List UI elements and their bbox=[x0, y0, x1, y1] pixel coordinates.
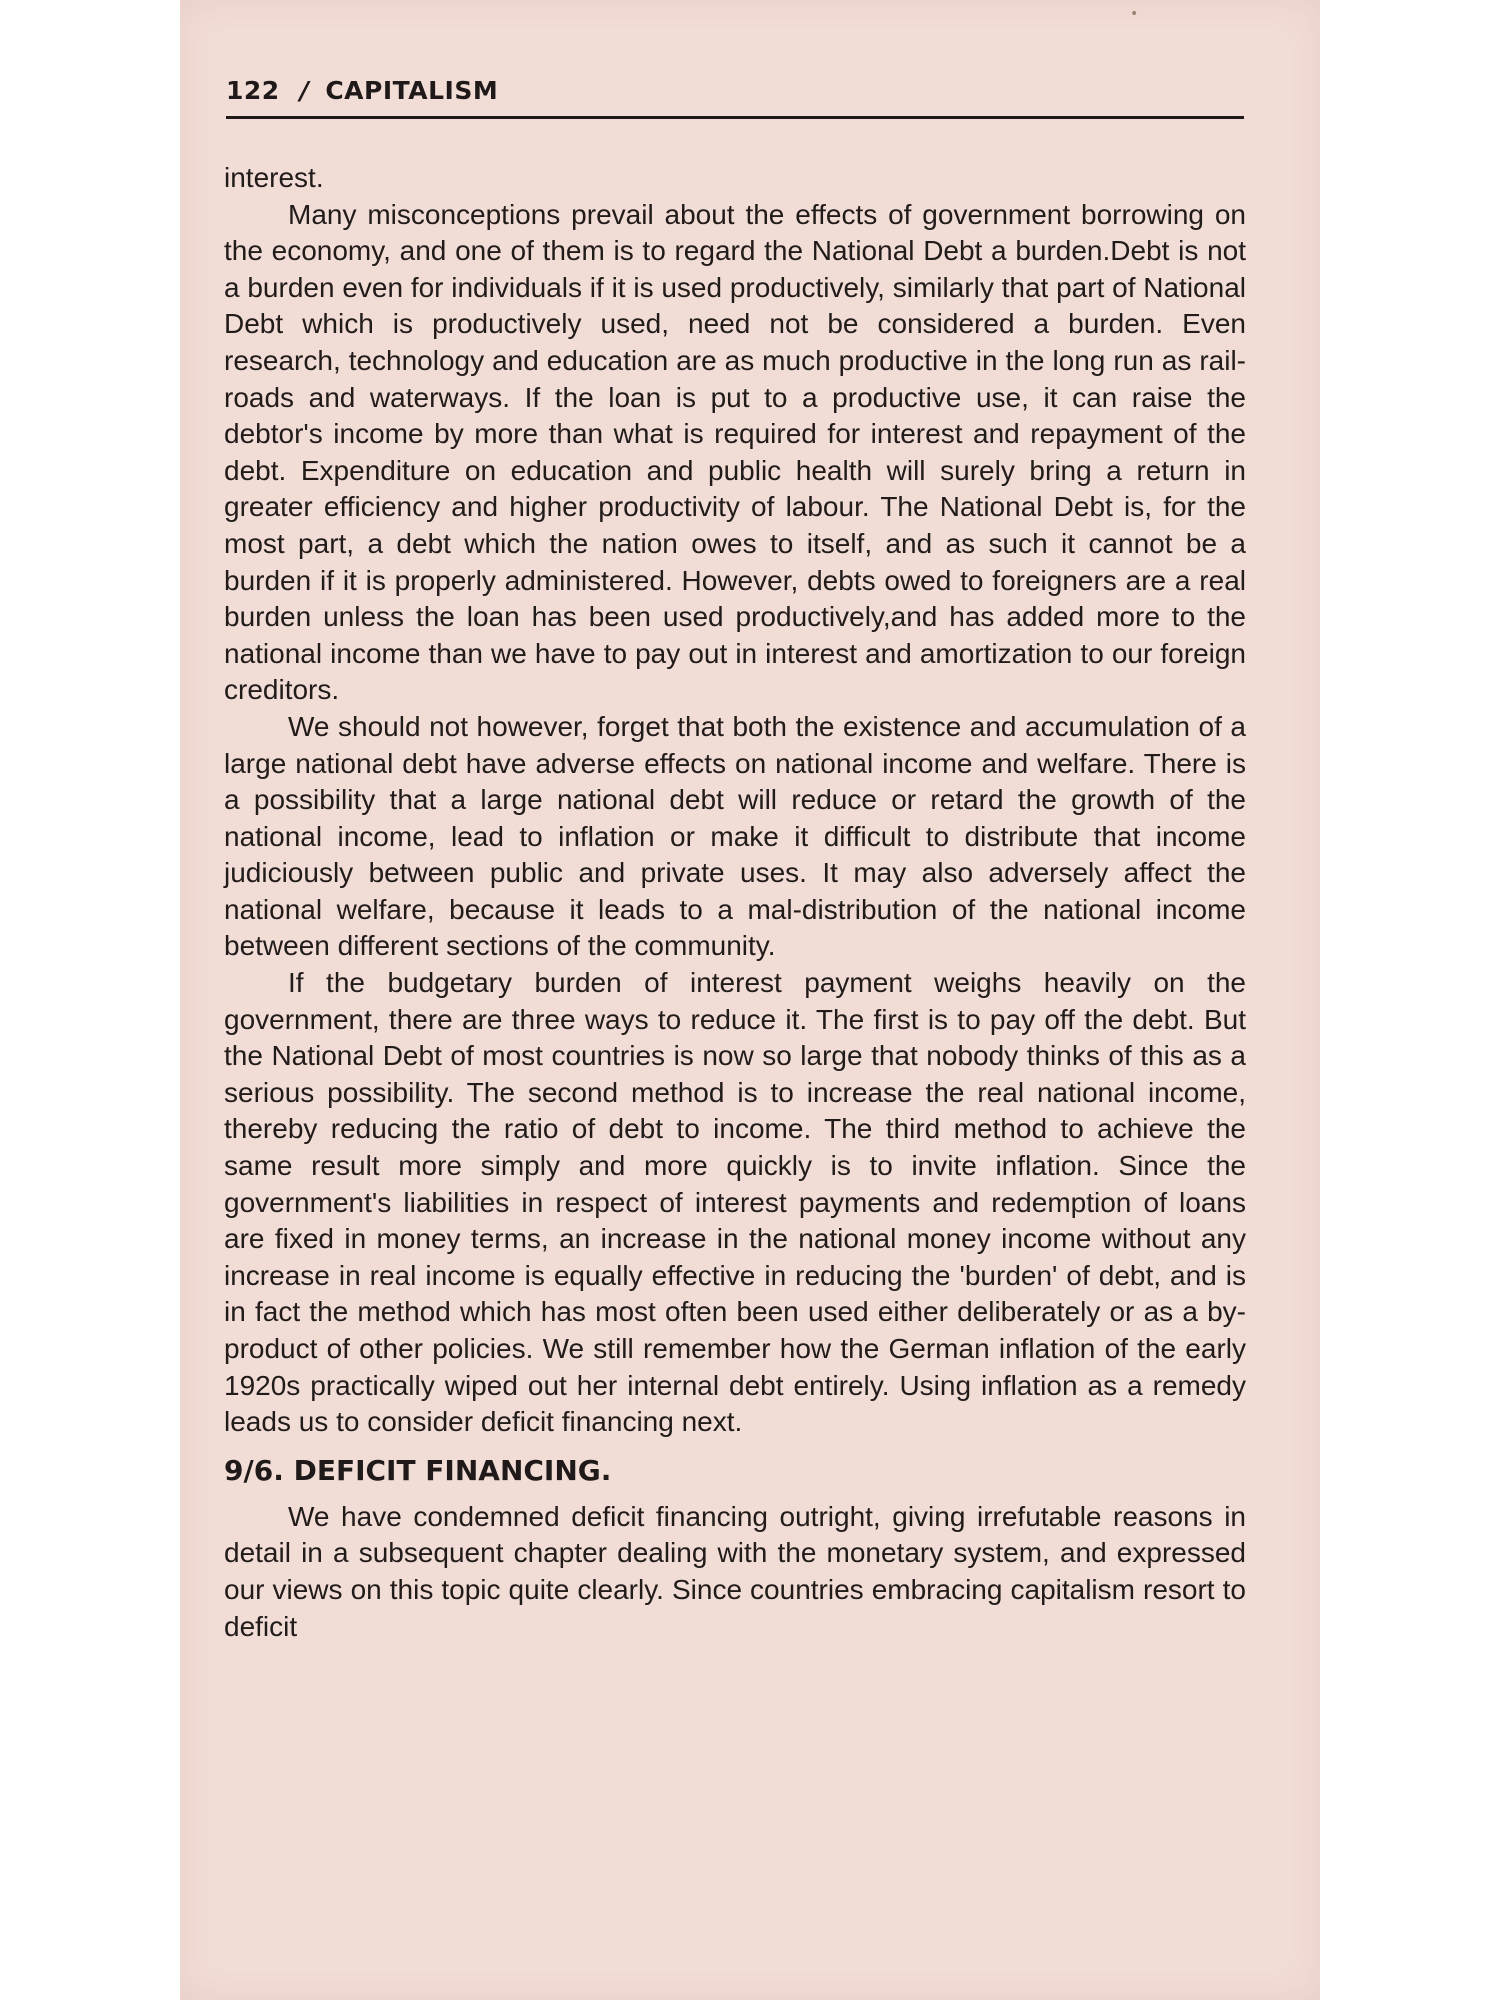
paragraph-adverse-effects: We should not however, forget that both the existence and accumulation of a large national debt have adverse effects on national income and welfare. There is a possibility that a large national debt will reduce or retard the growth of the national income, lead to inflation or make it difficult to distribute that income judiciously between public and private uses. It may also adversely affect the national welfare, because it leads to a mal-distribution of the national income between different sections of the community. bbox=[224, 710, 1246, 962]
header-separator: / bbox=[299, 76, 310, 105]
section-heading: 9/6. DEFICIT FINANCING. bbox=[224, 1453, 612, 1487]
paragraph-reduce-burden: If the budgetary burden of interest payment weighs heavily on the government, there are three ways to reduce it. The first is to pay off the debt. But the National Debt of most countries is now so large that nobody thinks of this as a serious possibility. The second method is to increase the real national income, thereby reducing the ratio of debt to income. The third method to achieve the same result more simply and more quickly is to invite inflation. Since the government's liabilities in respect of interest payments and redemption of loans are fixed in money terms, an increase in the national money income without any increase in real income is equally effective in reducing the 'burden' of debt, and is in fact the method which has most often been used either deliberately or as a by-product of other policies. We still remember how the German inflation of the early 1920s practically wiped out her internal debt entirely. Using inflation as a remedy leads us to consider deficit financing next. bbox=[224, 967, 1246, 1438]
paper-speck: • bbox=[1130, 6, 1139, 22]
book-page bbox=[180, 0, 1320, 2000]
paragraph-continuation: interest. bbox=[224, 162, 324, 193]
running-header bbox=[226, 76, 1244, 119]
page-number: 122 bbox=[226, 76, 280, 105]
paragraph-deficit-financing: We have condemned deficit financing outright, giving irrefutable reasons in detail in a subsequent chapter dealing with the monetary system, and expressed our views on this topic quite clearly. Since countries embracing capitalism resort to deficit bbox=[224, 1500, 1246, 1642]
running-title: CAPITALISM bbox=[325, 76, 499, 105]
paragraph-misconceptions: Many misconceptions prevail about the effects of government borrowing on the economy, and one of them is to regard the National Debt a burden.Debt is not a burden even for individuals if it is used productively, similarly that part of National Debt which is productively used, need not be considered a burden. Even research, technology and education are as much productive in the long run as rail-roads and waterways. If the loan is put to a productive use, it can raise the debtor's income by more than what is required for interest and repayment of the debt. Expenditure on education and public health will surely bring a return in greater efficiency and higher productivity of labour. The National Debt is, for the most part, a debt which the nation owes to itself, and as such it cannot be a burden if it is properly administered. However, debts owed to foreigners are a real burden unless the loan has been used productively,and has added more to the national income than we have to pay out in interest and amortization to our foreign creditors. bbox=[224, 198, 1246, 706]
page-body bbox=[224, 160, 1246, 1645]
